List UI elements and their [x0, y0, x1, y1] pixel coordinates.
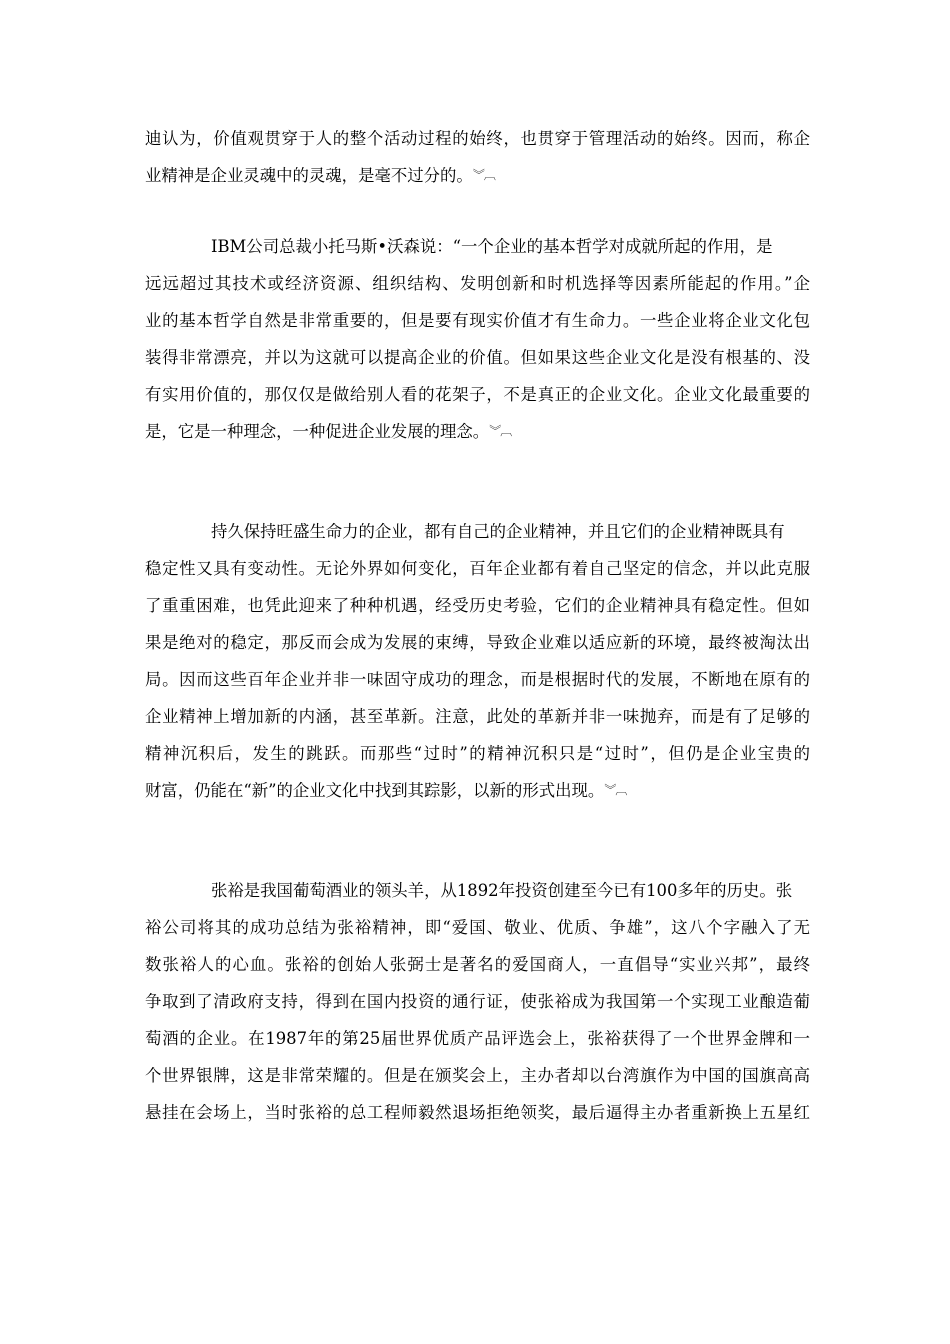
paragraph-core-values — [145, 120, 810, 194]
text-line: 有实用价值的，那仅仅是做给别人看的花架子，不是真正的企业文化。企业文化最重要的 — [145, 385, 810, 404]
paragraph-end-mark: ︾︹ — [604, 783, 627, 797]
text-line: 精神沉积后，发生的跳跃。而那些“过时”的精神沉积只是“过时”，但仍是企业宝贵的 — [145, 744, 810, 763]
text-line: 迪认为，价值观贯穿于人的整个活动过程的始终，也贯穿于管理活动的始终。因而，称企 — [145, 129, 810, 148]
text-segment: 财富，仍能在“新”的企业文化中找到其踪影，以新的形式出现。 — [145, 781, 605, 800]
text-line — [145, 772, 810, 809]
paragraph-enterprise-spirit — [145, 513, 810, 809]
text-line: 果是绝对的稳定，那反而会成为发展的束缚，导致企业难以适应新的环境，最终被淘汰出 — [145, 633, 810, 652]
text-line: 了重重困难，也凭此迎来了种种机遇，经受历史考验，它们的企业精神具有稳定性。但如 — [145, 596, 810, 615]
text-line: IBM公司总裁小托马斯•沃森说：“一个企业的基本哲学对成就所起的作用，是 — [211, 237, 773, 256]
paragraph-end-mark: ︾︹ — [489, 424, 512, 438]
text-line: 数张裕人的心血。张裕的创始人张弼士是著名的爱国商人，一直倡导“实业兴邦”，最终 — [145, 955, 810, 974]
paragraph-changyu — [145, 872, 810, 1131]
paragraph-ibm-watson — [145, 228, 810, 450]
text-line — [145, 413, 810, 450]
text-segment: 是，它是一种理念，一种促进企业发展的理念。 — [145, 422, 490, 441]
text-line: 个世界银牌，这是非常荣耀的。但是在颁奖会上，主办者却以台湾旗作为中国的国旗高高 — [145, 1066, 810, 1085]
text-line: 萄酒的企业。在1987年的第25届世界优质产品评选会上，张裕获得了一个世界金牌和一 — [145, 1029, 810, 1048]
text-line: 局。因而这些百年企业并非一味固守成功的理念，而是根据时代的发展，不断地在原有的 — [145, 670, 810, 689]
text-line: 稳定性又具有变动性。无论外界如何变化，百年企业都有着自己坚定的信念，并以此克服 — [145, 559, 810, 578]
text-line — [145, 157, 810, 194]
text-line: 张裕是我国葡萄酒业的领头羊，从1892年投资创建至今已有100多年的历史。张 — [211, 881, 793, 900]
text-segment: 业精神是企业灵魂中的灵魂，是毫不过分的。 — [145, 166, 473, 185]
text-line: 争取到了清政府支持，得到在国内投资的通行证，使张裕成为我国第一个实现工业酿造葡 — [145, 992, 810, 1011]
text-line: 持久保持旺盛生命力的企业，都有自己的企业精神，并且它们的企业精神既具有 — [211, 522, 785, 541]
text-line: 业的基本哲学自然是非常重要的，但是要有现实价值才有生命力。一些企业将企业文化包 — [145, 311, 810, 330]
text-line: 悬挂在会场上，当时张裕的总工程师毅然退场拒绝领奖，最后逼得主办者重新换上五星红 — [145, 1103, 810, 1122]
text-line: 裕公司将其的成功总结为张裕精神，即“爱国、敬业、优质、争雄”，这八个字融入了无 — [145, 918, 810, 937]
text-line: 装得非常漂亮，并以为这就可以提高企业的价值。但如果这些企业文化是没有根基的、没 — [145, 348, 810, 367]
paragraph-end-mark: ︾︹ — [472, 168, 495, 182]
text-line: 企业精神上增加新的内涵，甚至革新。注意，此处的革新并非一味抛弃，而是有了足够的 — [145, 707, 810, 726]
text-line: 远远超过其技术或经济资源、组织结构、发明创新和时机选择等因素所能起的作用。”企 — [145, 274, 810, 293]
